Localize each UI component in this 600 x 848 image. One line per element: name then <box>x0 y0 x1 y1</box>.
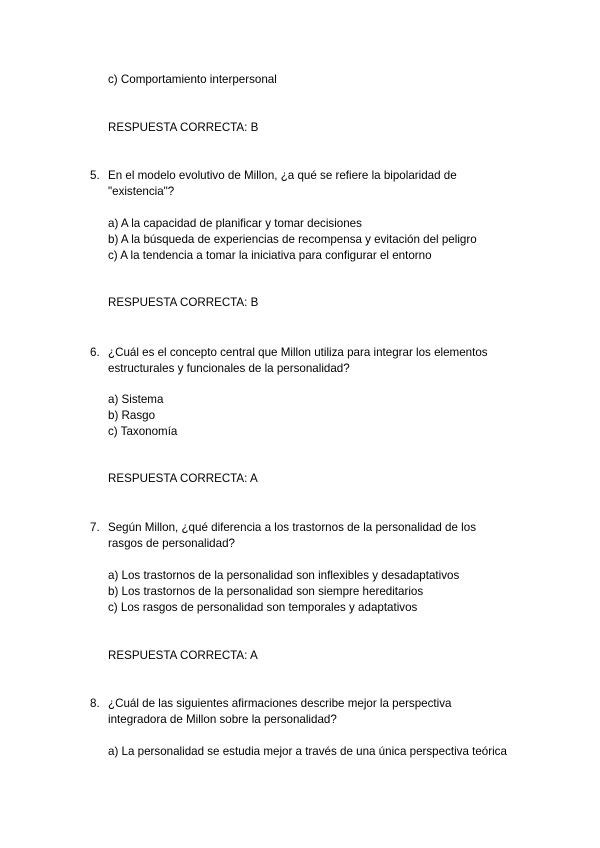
option-b: b) Los trastornos de la personalidad son siempre hereditarios <box>108 585 424 598</box>
option-a: a) Los trastornos de la personalidad son inflexibles y desadaptativos <box>108 569 460 582</box>
correct-answer: RESPUESTA CORRECTA: A <box>108 472 258 485</box>
option-b: b) A la búsqueda de experiencias de recompensa y evitación del peligro <box>108 233 477 246</box>
question-text-line: ¿Cuál es el concepto central que Millon utiliza para integrar los elementos <box>108 346 488 359</box>
option-a: a) Sistema <box>108 393 164 406</box>
question-text-line: estructurales y funcionales de la personalidad? <box>108 362 350 375</box>
question-text-line: Según Millon, ¿qué diferencia a los trastornos de la personalidad de los <box>108 521 476 534</box>
option-a: a) La personalidad se estudia mejor a través de una única perspectiva teórica <box>108 745 507 758</box>
question-text-line: En el modelo evolutivo de Millon, ¿a qué se refiere la bipolaridad de <box>108 169 457 182</box>
question-text-line: ¿Cuál de las siguientes afirmaciones describe mejor la perspectiva <box>108 697 452 710</box>
question-text-line: rasgos de personalidad? <box>108 537 235 550</box>
option-a: a) A la capacidad de planificar y tomar decisiones <box>108 217 362 230</box>
correct-answer: RESPUESTA CORRECTA: A <box>108 649 258 662</box>
option-c: c) Comportamiento interpersonal <box>108 73 277 86</box>
question-number: 6. <box>90 346 100 359</box>
question-number: 7. <box>90 521 100 534</box>
question-text-line: "existencia"? <box>108 185 175 198</box>
option-c: c) A la tendencia a tomar la iniciativa para configurar el entorno <box>108 249 432 262</box>
option-c: c) Taxonomía <box>108 425 178 438</box>
question-number: 5. <box>90 169 100 182</box>
option-b: b) Rasgo <box>108 409 156 422</box>
question-number: 8. <box>90 697 100 710</box>
option-c: c) Los rasgos de personalidad son temporales y adaptativos <box>108 601 418 614</box>
correct-answer: RESPUESTA CORRECTA: B <box>108 296 259 309</box>
correct-answer: RESPUESTA CORRECTA: B <box>108 121 259 134</box>
question-text-line: integradora de Millon sobre la personalidad? <box>108 713 337 726</box>
